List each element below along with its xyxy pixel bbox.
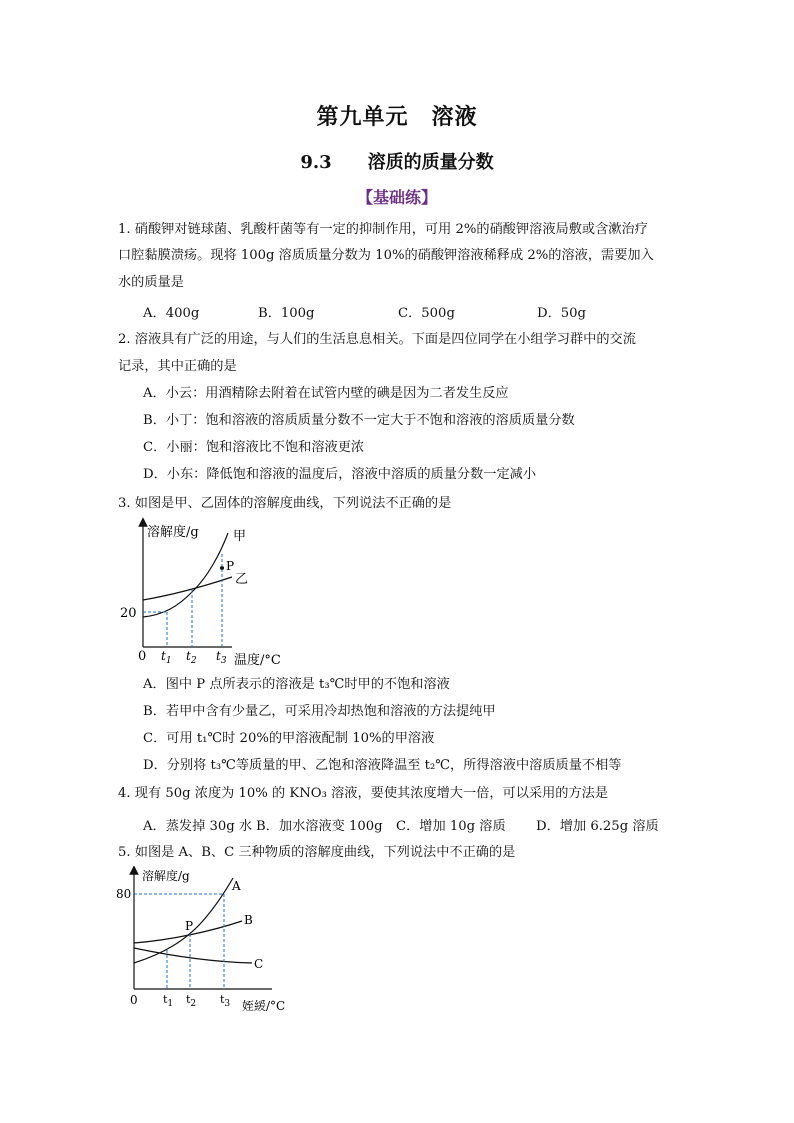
q3-curve-jia (143, 533, 228, 617)
q2-option-b: B．小丁：饱和溶液的溶质质量分数不一定大于不饱和溶液的溶质质量分数 (143, 413, 575, 428)
q3-label-p: P (226, 559, 235, 573)
page-title: 第九单元 溶液 (316, 104, 478, 130)
q5-label-c: C (254, 957, 264, 971)
section-label: 【基础练】 (356, 188, 437, 207)
q5-curve-c (134, 948, 252, 963)
q3-label-yi: 乙 (235, 572, 249, 587)
q4-option-c: C．增加 10g 溶质 (396, 819, 506, 834)
q1-line-3: 水的质量是 (118, 275, 184, 290)
q5-label-b: B (244, 913, 253, 927)
q4-line-1: 4. 现有 50g 浓度为 10% 的 KNO₃ 溶液，要使其浓度增大一倍，可以采用的方法是 (118, 786, 609, 801)
q3-option-b: B．若甲中含有少量乙，可采用冷却热饱和溶液的方法提纯甲 (143, 704, 496, 719)
q1-option-a: A．400g (143, 306, 200, 321)
q4-option-a: A．蒸发掉 30g 水 (143, 819, 253, 834)
q5-tick-t3: $t_3$ (220, 993, 231, 1009)
q3-option-c: C．可用 t₁℃时 20%的甲溶液配制 10%的甲溶液 (143, 731, 435, 746)
q5-tick-t2: $t_2$ (186, 993, 197, 1009)
q2-option-a: A．小云：用酒精除去附着在试管内壁的碘是因为二者发生反应 (143, 386, 509, 401)
q5-curve-a (134, 878, 233, 963)
q3-option-a: A．图中 P 点所表示的溶液是 t₃℃时甲的不饱和溶液 (143, 677, 450, 692)
q5-y-label: 溶解度/g (142, 869, 190, 883)
q5-label-a: A (232, 879, 241, 893)
q5-x-label: 姪緩/°C (242, 999, 286, 1013)
q5-tick-t1: $t_1$ (163, 993, 174, 1009)
q3-y-tick-20: 20 (120, 606, 137, 621)
q3-origin: 0 (138, 649, 147, 664)
q5-line-1: 5. 如图是 A、B、C 三种物质的溶解度曲线，下列说法中不正确的是 (118, 845, 516, 860)
q4-option-b: B．加水溶液变 100g (256, 819, 383, 834)
q3-tick-t1: $t_1$ (161, 649, 172, 666)
q2-option-c: C．小丽：饱和溶液比不饱和溶液更浓 (143, 440, 365, 455)
q3-y-label: 溶解度/g (147, 525, 199, 540)
q5-origin: 0 (130, 993, 138, 1007)
q1-option-b: B．100g (258, 306, 315, 321)
q2-line-2: 记录，其中正确的是 (118, 359, 237, 374)
section-subtitle: 9.3 溶质的质量分数 (300, 152, 494, 173)
q3-x-label: 温度/°C (234, 653, 281, 668)
q5-solubility-figure (112, 866, 312, 1016)
q3-tick-t3: $t_3$ (216, 649, 227, 666)
q5-y-tick-80: 80 (116, 887, 132, 901)
q3-tick-t2: $t_2$ (186, 649, 197, 666)
q1-line-2: 口腔黏膜溃疡。现将 100g 溶质质量分数为 10%的硝酸钾溶液稀释成 2%的溶液，需要加入 (118, 248, 654, 263)
q1-option-d: D．50g (537, 306, 586, 321)
q2-line-1: 2. 溶液具有广泛的用途，与人们的生活息息相关。下面是四位同学在小组学习群中的交流 (118, 332, 636, 347)
q3-label-jia: 甲 (233, 529, 247, 544)
q1-option-c: C．500g (398, 306, 455, 321)
q3-option-d: D．分别将 t₃℃等质量的甲、乙饱和溶液降温至 t₂℃，所得溶液中溶质质量不相等 (143, 758, 622, 773)
q3-solubility-figure (112, 516, 312, 672)
q2-option-d: D．小东：降低饱和溶液的温度后，溶液中溶质的质量分数一定减小 (143, 467, 537, 482)
q4-option-d: D．增加 6.25g 溶质 (536, 819, 659, 834)
q1-line-1: 1. 硝酸钾对链球菌、乳酸杆菌等有一定的抑制作用，可用 2%的硝酸钾溶液局敷或含漱治疗 (118, 222, 648, 237)
q5-label-p: P (185, 919, 194, 933)
q3-line-1: 3. 如图是甲、乙固体的溶解度曲线，下列说法不正确的是 (118, 496, 452, 511)
